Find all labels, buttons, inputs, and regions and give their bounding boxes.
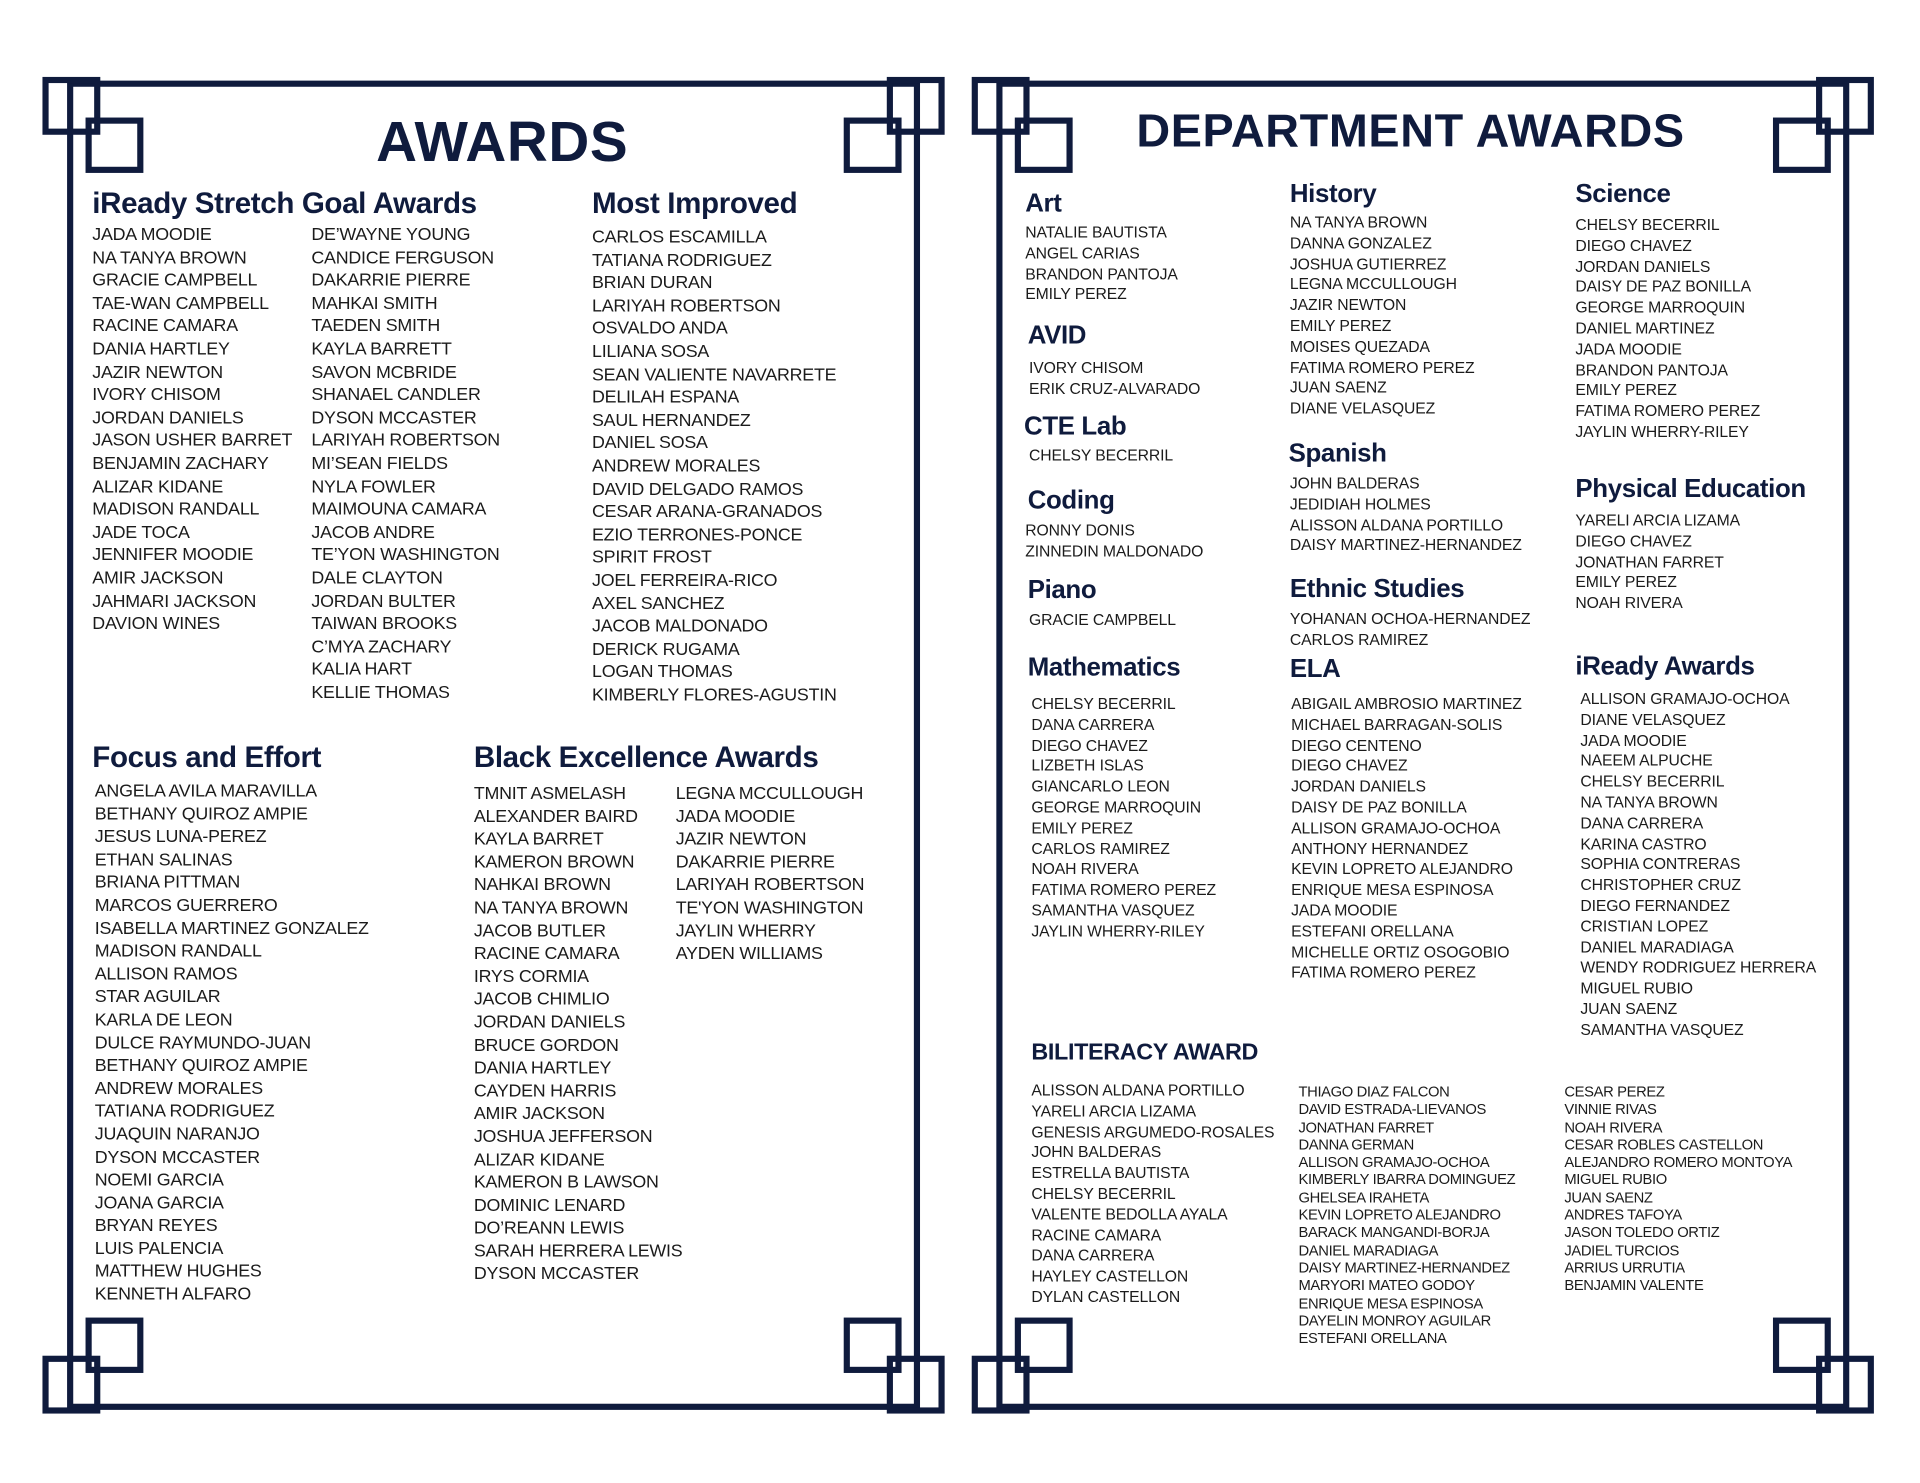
- list-item: CARLOS RAMIREZ: [1289, 629, 1429, 649]
- list-item: DANIA HARTLEY: [473, 1058, 612, 1079]
- list-item: FATIMA ROMERO PEREZ: [1289, 357, 1475, 377]
- list-item: EMILY PEREZ: [1575, 380, 1677, 400]
- list-item: SAMANTHA VASQUEZ: [1580, 1020, 1744, 1039]
- list-item: DYSON MCCASTER: [311, 408, 477, 429]
- list-item: DANIEL MARADIAGA: [1580, 937, 1734, 956]
- list-item: JONATHAN FARRET: [1575, 552, 1724, 571]
- list-item: BRIANA PITTMAN: [94, 873, 241, 893]
- list-item: ANGELA AVILA MARAVILLA: [94, 781, 317, 802]
- list-item: CHRISTOPHER CRUZ: [1580, 875, 1741, 894]
- piano-heading: Piano: [1027, 576, 1097, 605]
- physical-education-heading: Physical Education: [1575, 475, 1806, 504]
- list-item: SAUL HERNANDEZ: [592, 410, 751, 431]
- list-item: MAIMOUNA CAMARA: [311, 499, 487, 520]
- list-item: TE’YON WASHINGTON: [311, 545, 500, 566]
- list-item: SOPHIA CONTRERAS: [1580, 854, 1741, 874]
- list-item: BETHANY QUIROZ AMPIE: [94, 804, 308, 825]
- list-item: ARRIUS URRUTIA: [1564, 1259, 1685, 1277]
- list-item: KIMBERLY IBARRA DOMINGUEZ: [1298, 1171, 1516, 1189]
- list-item: BENJAMIN ZACHARY: [92, 454, 269, 474]
- list-item: CESAR ARANA-GRANADOS: [592, 502, 823, 523]
- list-item: LILIANA SOSA: [592, 342, 710, 362]
- list-item: GIANCARLO LEON: [1031, 776, 1170, 796]
- list-item: JOSHUA JEFFERSON: [473, 1127, 653, 1147]
- history-list: [1290, 213, 1475, 420]
- list-item: DYLAN CASTELLON: [1031, 1287, 1181, 1306]
- list-item: MADISON RANDALL: [94, 941, 262, 962]
- list-item: JEDIDIAH HOLMES: [1289, 494, 1431, 513]
- awards-title: AWARDS: [376, 109, 629, 174]
- list-item: DANNA GERMAN: [1298, 1135, 1414, 1154]
- biliteracy-list-3: [1564, 1083, 1792, 1294]
- art-heading: Art: [1025, 189, 1062, 218]
- list-item: JORDAN DANIELS: [1575, 256, 1711, 276]
- list-item: DAVION WINES: [92, 614, 220, 634]
- department-awards-title: DEPARTMENT AWARDS: [1136, 105, 1685, 158]
- list-item: JORDAN DANIELS: [1291, 776, 1426, 796]
- list-item: JOEL FERREIRA-RICO: [592, 570, 778, 591]
- list-item: ZINNEDIN MALDONADO: [1025, 541, 1204, 560]
- list-item: NOAH RIVERA: [1575, 593, 1683, 612]
- list-item: HAYLEY CASTELLON: [1031, 1266, 1189, 1286]
- list-item: ALLISON GRAMAJO-OCHOA: [1580, 689, 1790, 708]
- avid-heading: AVID: [1027, 321, 1087, 350]
- list-item: VALENTE BEDOLLA AYALA: [1031, 1204, 1228, 1224]
- list-item: MOISES QUEZADA: [1289, 336, 1430, 356]
- list-item: NATALIE BAUTISTA: [1025, 222, 1167, 242]
- list-item: JAYLIN WHERRY-RILEY: [1575, 422, 1749, 441]
- list-item: RACINE CAMARA: [473, 944, 620, 964]
- list-item: LOGAN THOMAS: [592, 662, 733, 683]
- ela-heading: ELA: [1289, 654, 1341, 684]
- list-item: THIAGO DIAZ FALCON: [1298, 1083, 1450, 1101]
- list-item: DAISY MARTINEZ-HERNANDEZ: [1298, 1259, 1510, 1277]
- iready-awards-heading: iReady Awards: [1575, 652, 1755, 681]
- list-item: GENESIS ARGUMEDO-ROSALES: [1031, 1121, 1275, 1141]
- list-item: JORDAN DANIELS: [92, 408, 244, 429]
- ethnic-studies-heading: Ethnic Studies: [1289, 574, 1465, 604]
- list-item: KAMERON BROWN: [473, 852, 635, 873]
- list-item: JUAN SAENZ: [1289, 378, 1387, 397]
- list-item: DANA CARRERA: [1031, 1246, 1155, 1265]
- list-item: SPIRIT FROST: [592, 548, 712, 568]
- list-item: DAKARRIE PIERRE: [675, 852, 835, 873]
- list-item: EMILY PEREZ: [1289, 316, 1392, 335]
- list-item: IVORY CHISOM: [92, 385, 221, 406]
- list-item: ESTEFANI ORELLANA: [1291, 921, 1454, 941]
- list-item: DAISY DE PAZ BONILLA: [1291, 797, 1467, 817]
- list-item: TAE-WAN CAMPBELL: [92, 293, 269, 314]
- list-item: ANDRES TAFOYA: [1564, 1206, 1682, 1224]
- list-item: JADA MOODIE: [675, 806, 795, 827]
- list-item: GRACIE CAMPBELL: [1028, 610, 1176, 629]
- list-item: MADISON RANDALL: [92, 499, 260, 520]
- list-item: SEAN VALIENTE NAVARRETE: [592, 365, 837, 385]
- list-item: JACOB MALDONADO: [592, 616, 768, 637]
- list-item: KARLA DE LEON: [94, 1010, 233, 1031]
- list-item: JOHN BALDERAS: [1031, 1142, 1162, 1162]
- list-item: JACOB CHIMLIO: [473, 989, 610, 1010]
- list-item: ABIGAIL AMBROSIO MARTINEZ: [1291, 694, 1522, 713]
- black-excellence-heading: Black Excellence Awards: [473, 740, 819, 775]
- list-item: SHANAEL CANDLER: [311, 385, 481, 406]
- list-item: DERICK RUGAMA: [592, 639, 740, 660]
- list-item: DIANE VELASQUEZ: [1580, 709, 1726, 729]
- list-item: JOANA GARCIA: [94, 1193, 224, 1214]
- list-item: TAEDEN SMITH: [311, 316, 440, 337]
- list-item: KEVIN LOPRETO ALEJANDRO: [1291, 859, 1513, 879]
- list-item: CHELSY BECERRIL: [1031, 694, 1176, 713]
- list-item: CHELSY BECERRIL: [1580, 771, 1725, 791]
- list-item: CARLOS ESCAMILLA: [592, 227, 767, 248]
- list-item: EMILY PEREZ: [1025, 284, 1127, 304]
- list-item: MAHKAI SMITH: [311, 293, 438, 314]
- list-item: JUAN SAENZ: [1580, 999, 1678, 1018]
- list-item: ALISSON ALDANA PORTILLO: [1031, 1080, 1245, 1100]
- list-item: BRANDON PANTOJA: [1025, 264, 1178, 283]
- list-item: TATIANA RODRIGUEZ: [94, 1101, 275, 1122]
- list-item: KALIA HART: [311, 660, 412, 680]
- list-item: NAEEM ALPUCHE: [1580, 751, 1713, 770]
- black-excellence-list-1: [474, 783, 683, 1286]
- coding-list: [1025, 521, 1203, 562]
- list-item: DIEGO CHAVEZ: [1575, 236, 1692, 255]
- list-item: BETHANY QUIROZ AMPIE: [94, 1056, 308, 1076]
- list-item: JOHN BALDERAS: [1289, 473, 1420, 493]
- list-item: ALISSON ALDANA PORTILLO: [1289, 515, 1503, 534]
- list-item: RACINE CAMARA: [1031, 1225, 1162, 1244]
- ela-list: [1291, 694, 1522, 983]
- list-item: JOSHUA GUTIERREZ: [1289, 254, 1447, 273]
- list-item: GEORGE MARROQUIN: [1031, 797, 1201, 817]
- list-item: LIZBETH ISLAS: [1031, 756, 1144, 775]
- list-item: DAVID ESTRADA-LIEVANOS: [1298, 1100, 1486, 1118]
- list-item: RACINE CAMARA: [92, 316, 238, 337]
- list-item: NYLA FOWLER: [311, 476, 436, 497]
- avid-list: [1029, 358, 1200, 399]
- list-item: DANA CARRERA: [1031, 714, 1155, 734]
- list-item: KENNETH ALFARO: [94, 1285, 252, 1305]
- list-item: DIEGO CHAVEZ: [1291, 756, 1408, 775]
- physical-education-list: [1575, 511, 1740, 614]
- list-item: DAISY DE PAZ BONILLA: [1575, 277, 1751, 296]
- list-item: SARAH HERRERA LEWIS: [473, 1241, 683, 1262]
- list-item: MARYORI MATEO GODOY: [1298, 1276, 1475, 1294]
- ethnic-studies-list: [1290, 609, 1530, 650]
- piano-list: [1029, 610, 1176, 631]
- science-heading: Science: [1575, 179, 1671, 209]
- list-item: JACOB BUTLER: [473, 921, 606, 942]
- list-item: AMIR JACKSON: [92, 568, 224, 589]
- list-item: BRUCE GORDON: [473, 1035, 619, 1056]
- list-item: LEGNA MCCULLOUGH: [675, 784, 864, 804]
- list-item: ISABELLA MARTINEZ GONZALEZ: [94, 918, 369, 939]
- list-item: MATTHEW HUGHES: [94, 1262, 262, 1282]
- list-item: ALIZAR KIDANE: [473, 1150, 605, 1170]
- spanish-heading: Spanish: [1288, 439, 1387, 468]
- list-item: JUAN SAENZ: [1564, 1188, 1653, 1206]
- list-item: DANIEL SOSA: [592, 433, 708, 454]
- list-item: JENNIFER MOODIE: [92, 545, 254, 566]
- list-item: AYDEN WILLIAMS: [675, 944, 823, 964]
- list-item: KARINA CASTRO: [1580, 833, 1707, 853]
- list-item: NOEMI GARCIA: [94, 1170, 224, 1191]
- list-item: JAYLIN WHERRY: [675, 921, 816, 942]
- cte-lab-list: [1029, 446, 1173, 467]
- list-item: DO’REANN LEWIS: [473, 1218, 625, 1239]
- list-item: EMILY PEREZ: [1575, 572, 1677, 592]
- list-item: DANIEL MARTINEZ: [1575, 318, 1715, 338]
- list-item: DELILAH ESPANA: [592, 387, 740, 408]
- black-excellence-list-2: [676, 783, 865, 966]
- list-item: NAHKAI BROWN: [473, 875, 611, 896]
- list-item: DANIA HARTLEY: [92, 339, 230, 360]
- list-item: ESTEFANI ORELLANA: [1298, 1329, 1447, 1347]
- list-item: FATIMA ROMERO PEREZ: [1291, 962, 1476, 982]
- list-item: AMIR JACKSON: [473, 1104, 605, 1125]
- list-item: JAZIR NEWTON: [92, 362, 223, 383]
- list-item: ALEJANDRO ROMERO MONTOYA: [1564, 1153, 1793, 1171]
- list-item: ANDREW MORALES: [592, 456, 761, 477]
- list-item: CARLOS RAMIREZ: [1031, 838, 1170, 858]
- list-item: SAVON MCBRIDE: [311, 362, 457, 383]
- list-item: TE'YON WASHINGTON: [675, 898, 864, 919]
- list-item: NA TANYA BROWN: [473, 898, 629, 919]
- list-item: ANDREW MORALES: [94, 1079, 263, 1099]
- list-item: JAZIR NEWTON: [675, 829, 807, 850]
- list-item: JAHMARI JACKSON: [92, 591, 257, 612]
- list-item: OSVALDO ANDA: [592, 319, 728, 339]
- list-item: LEGNA MCCULLOUGH: [1289, 274, 1457, 294]
- list-item: JACOB ANDRE: [311, 522, 435, 543]
- list-item: JADE TOCA: [92, 522, 190, 543]
- mathematics-heading: Mathematics: [1027, 653, 1181, 682]
- iready-stretch-list-2: [311, 224, 500, 705]
- list-item: ALLISON GRAMAJO-OCHOA: [1298, 1153, 1490, 1171]
- list-item: KIMBERLY FLORES-AGUSTIN: [592, 685, 837, 706]
- list-item: BENJAMIN VALENTE: [1564, 1276, 1704, 1294]
- list-item: DIEGO FERNANDEZ: [1580, 895, 1730, 915]
- list-item: JADA MOODIE: [1580, 730, 1687, 750]
- list-item: ALIZAR KIDANE: [92, 476, 224, 497]
- list-item: BRYAN REYES: [94, 1216, 218, 1237]
- list-item: CESAR PEREZ: [1564, 1083, 1665, 1101]
- list-item: DIEGO CHAVEZ: [1575, 531, 1692, 550]
- list-item: ALLISON RAMOS: [94, 964, 238, 985]
- list-item: EZIO TERRONES-PONCE: [592, 525, 803, 545]
- iready-stretch-heading: iReady Stretch Goal Awards: [92, 187, 477, 221]
- list-item: RONNY DONIS: [1025, 520, 1135, 540]
- list-item: KAYLA BARRET: [473, 829, 604, 850]
- list-item: BRIAN DURAN: [592, 273, 713, 294]
- list-item: YOHANAN OCHOA-HERNANDEZ: [1289, 609, 1531, 628]
- list-item: JAZIR NEWTON: [1289, 295, 1407, 315]
- focus-effort-heading: Focus and Effort: [92, 740, 322, 775]
- list-item: CHELSY BECERRIL: [1031, 1184, 1176, 1203]
- list-item: JASON TOLEDO ORTIZ: [1564, 1223, 1720, 1242]
- list-item: MI’SEAN FIELDS: [311, 454, 448, 474]
- list-item: CESAR ROBLES CASTELLON: [1564, 1135, 1764, 1154]
- list-item: FATIMA ROMERO PEREZ: [1575, 401, 1761, 420]
- spanish-list: [1290, 474, 1522, 557]
- list-item: DALE CLAYTON: [311, 568, 443, 589]
- list-item: CAYDEN HARRIS: [473, 1081, 617, 1102]
- list-item: CANDICE FERGUSON: [311, 248, 494, 268]
- list-item: ANTHONY HERNANDEZ: [1291, 838, 1469, 858]
- list-item: CRISTIAN LOPEZ: [1580, 916, 1709, 936]
- list-item: GRACIE CAMPBELL: [92, 271, 258, 291]
- list-item: DIANE VELASQUEZ: [1289, 398, 1436, 418]
- list-item: JADA MOODIE: [1575, 339, 1682, 358]
- list-item: DOMINIC LENARD: [473, 1195, 626, 1216]
- list-item: JAYLIN WHERRY-RILEY: [1031, 921, 1205, 941]
- list-item: WENDY RODRIGUEZ HERRERA: [1580, 958, 1817, 977]
- list-item: C’MYA ZACHARY: [311, 637, 452, 657]
- list-item: DE’WAYNE YOUNG: [311, 225, 471, 245]
- list-item: ALLISON GRAMAJO-OCHOA: [1291, 818, 1501, 837]
- list-item: DYSON MCCASTER: [94, 1147, 260, 1168]
- list-item: JADA MOODIE: [92, 225, 212, 245]
- list-item: MIGUEL RUBIO: [1564, 1171, 1667, 1189]
- list-item: MARCOS GUERRERO: [94, 895, 278, 916]
- list-item: ESTRELLA BAUTISTA: [1031, 1163, 1190, 1182]
- list-item: ALEXANDER BAIRD: [473, 806, 638, 827]
- art-list: [1025, 223, 1177, 306]
- biliteracy-list-1: [1031, 1081, 1274, 1308]
- list-item: DAVID DELGADO RAMOS: [592, 479, 804, 500]
- list-item: DAISY MARTINEZ-HERNANDEZ: [1289, 535, 1522, 555]
- list-item: NOAH RIVERA: [1564, 1118, 1663, 1136]
- science-list: [1575, 215, 1760, 442]
- list-item: EMILY PEREZ: [1031, 818, 1133, 837]
- list-item: STAR AGUILAR: [94, 987, 221, 1008]
- list-item: GHELSEA IRAHETA: [1298, 1188, 1429, 1206]
- most-improved-list: [592, 226, 837, 707]
- list-item: ENRIQUE MESA ESPINOSA: [1291, 880, 1494, 899]
- list-item: KAYLA BARRETT: [311, 339, 452, 360]
- list-item: FATIMA ROMERO PEREZ: [1031, 880, 1217, 899]
- list-item: YARELI ARCIA LIZAMA: [1031, 1101, 1196, 1120]
- list-item: IVORY CHISOM: [1028, 358, 1144, 377]
- list-item: JUAQUIN NARANJO: [94, 1124, 260, 1145]
- list-item: KEVIN LOPRETO ALEJANDRO: [1298, 1206, 1501, 1224]
- list-item: TMNIT ASMELASH: [473, 784, 626, 804]
- list-item: DULCE RAYMUNDO-JUAN: [94, 1033, 311, 1053]
- list-item: CHELSY BECERRIL: [1575, 215, 1720, 234]
- list-item: LARIYAH ROBERTSON: [311, 431, 500, 451]
- list-item: LUIS PALENCIA: [94, 1239, 224, 1259]
- list-item: JONATHAN FARRET: [1298, 1118, 1434, 1136]
- list-item: KAMERON B LAWSON: [473, 1173, 659, 1193]
- list-item: JADIEL TURCIOS: [1564, 1241, 1680, 1259]
- list-item: ERIK CRUZ-ALVARADO: [1028, 378, 1201, 398]
- list-item: JORDAN DANIELS: [473, 1012, 626, 1033]
- list-item: KELLIE THOMAS: [311, 682, 450, 703]
- biliteracy-list-2: [1298, 1083, 1515, 1347]
- list-item: BRANDON PANTOJA: [1575, 360, 1728, 379]
- list-item: MICHAEL BARRAGAN-SOLIS: [1291, 714, 1503, 734]
- list-item: DANIEL MARADIAGA: [1298, 1241, 1439, 1259]
- list-item: GEORGE MARROQUIN: [1575, 298, 1745, 317]
- list-item: DAKARRIE PIERRE: [311, 271, 471, 291]
- list-item: IRYS CORMIA: [473, 967, 589, 987]
- list-item: NA TANYA BROWN: [1580, 792, 1718, 812]
- list-item: TAIWAN BROOKS: [311, 614, 457, 634]
- list-item: NOAH RIVERA: [1031, 859, 1139, 879]
- list-item: JORDAN BULTER: [311, 591, 456, 612]
- list-item: ETHAN SALINAS: [94, 850, 233, 870]
- list-item: MICHELLE ORTIZ OSOGOBIO: [1291, 942, 1510, 961]
- list-item: DIEGO CHAVEZ: [1031, 735, 1148, 754]
- list-item: AXEL SANCHEZ: [592, 593, 725, 614]
- cte-lab-heading: CTE Lab: [1024, 412, 1127, 441]
- list-item: LARIYAH ROBERTSON: [675, 875, 865, 896]
- list-item: VINNIE RIVAS: [1564, 1100, 1657, 1118]
- list-item: YARELI ARCIA LIZAMA: [1575, 510, 1740, 530]
- list-item: DAYELIN MONROY AGUILAR: [1298, 1311, 1491, 1330]
- list-item: JESUS LUNA-PEREZ: [94, 827, 267, 848]
- list-item: DYSON MCCASTER: [473, 1264, 639, 1285]
- iready-awards-list: [1580, 689, 1816, 1040]
- list-item: JASON USHER BARRET: [92, 431, 293, 451]
- list-item: MIGUEL RUBIO: [1580, 978, 1693, 998]
- list-item: SAMANTHA VASQUEZ: [1031, 900, 1195, 920]
- list-item: NA TANYA BROWN: [92, 248, 247, 268]
- list-item: TATIANA RODRIGUEZ: [592, 250, 772, 271]
- list-item: NA TANYA BROWN: [1289, 212, 1428, 232]
- mathematics-list: [1031, 694, 1216, 942]
- list-item: BARACK MANGANDI-BORJA: [1298, 1223, 1490, 1242]
- iready-stretch-list-1: [92, 224, 292, 636]
- focus-effort-list: [95, 780, 369, 1306]
- list-item: ANGEL CARIAS: [1025, 243, 1140, 262]
- history-heading: History: [1289, 179, 1377, 209]
- list-item: JADA MOODIE: [1291, 900, 1398, 920]
- biliteracy-heading: BILITERACY AWARD: [1031, 1040, 1259, 1066]
- most-improved-heading: Most Improved: [592, 187, 798, 221]
- list-item: DANNA GONZALEZ: [1289, 233, 1432, 253]
- list-item: DANA CARRERA: [1580, 813, 1704, 832]
- list-item: CHELSY BECERRIL: [1028, 445, 1174, 465]
- list-item: LARIYAH ROBERTSON: [592, 296, 781, 317]
- list-item: DIEGO CENTENO: [1291, 735, 1422, 754]
- list-item: ENRIQUE MESA ESPINOSA: [1298, 1294, 1483, 1312]
- coding-heading: Coding: [1027, 486, 1115, 515]
